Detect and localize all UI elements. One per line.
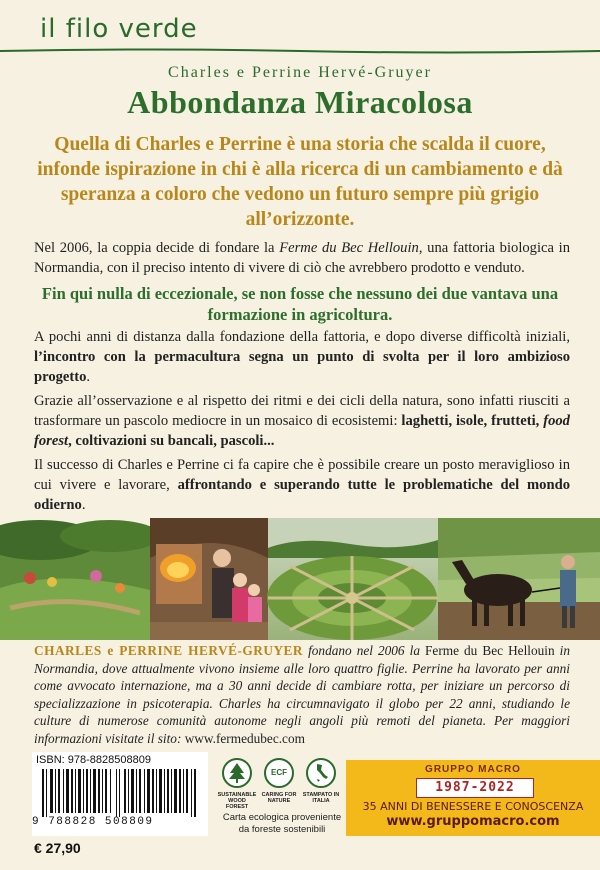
eco-paper-text: Carta ecologica proveniente da foreste sostenibili xyxy=(222,812,342,835)
eco-label-italia: STAMPATO IN ITALIA xyxy=(302,792,340,804)
book-title: Abbondanza Miracolosa xyxy=(127,84,473,120)
barcode-digits: 9 788828 508809 xyxy=(32,816,154,828)
barcode-block xyxy=(32,752,208,836)
paragraph-1-c: , una fattoria biologica in Normandia, con il preciso intento di vivere di ciò che avrebbero prodotto e venduto. xyxy=(34,240,571,276)
bio-farm-name: Ferme du Bec Hellouin xyxy=(425,643,555,658)
paragraph-3 xyxy=(34,391,570,451)
paragraph-2 xyxy=(34,327,570,387)
book-authors: Charles e Perrine Hervé-Gruyer xyxy=(168,64,432,81)
horse-plowing-photo xyxy=(438,518,600,640)
paragraph-4-bold: affrontando e superando tutte le problematiche del mondo odierno xyxy=(34,477,571,513)
series-underline xyxy=(0,48,600,54)
paragraph-4-a: Il successo di Charles e Perrine ci fa capire che è possibile creare un posto meraviglioso in cui vivere e lavorare, xyxy=(34,457,570,493)
bio-website: www.fermedubec.com xyxy=(184,730,305,746)
bio-author-names: CHARLES e PERRINE HERVÉ-GRUYER xyxy=(34,643,304,658)
paragraph-3-italic: food forest xyxy=(34,413,570,449)
paragraph-1-a: Nel 2006, la coppia decide di fondare la xyxy=(34,240,280,256)
paragraph-2-bold: l’incontro con la permacultura segna un punto di svolta per il loro ambizioso progetto xyxy=(34,349,570,385)
garden-photo xyxy=(0,520,160,640)
paragraph-4 xyxy=(34,455,570,515)
isbn-number: ISBN: 978-8828508809 xyxy=(36,754,151,766)
price: € 27,90 xyxy=(34,840,81,856)
bio-text-a: fondano nel 2006 la xyxy=(303,643,426,658)
series-header xyxy=(0,0,600,56)
publisher-website: www.gruppomacro.com xyxy=(386,814,560,829)
ecf-badge-text: ECF xyxy=(271,768,287,777)
paragraph-3-bold-2: , coltivazioni su bancali, pascoli... xyxy=(68,433,275,449)
author-bio xyxy=(34,642,570,747)
series-word-verde: verde xyxy=(118,14,198,44)
publisher-years: 1987-2022 xyxy=(416,778,534,798)
highlight-text: Fin qui nulla di eccezionale, se non fosse che nessuno dei due vantava una formazione in agricoltura. xyxy=(41,284,559,324)
series-word-filo: filo xyxy=(65,14,110,44)
paragraph-2-c: . xyxy=(86,369,91,385)
paragraph-3-bold: laghetti, isole, frutteti, xyxy=(401,413,544,429)
paragraph-3-a: Grazie all’osservazione e al rispetto dei ritmi e dei cicli della natura, sono infatti riusciti a trasformare un pascolo mediocre in un mosaico di ecosistemi: xyxy=(34,393,570,429)
eco-label-wood: SUSTAINABLE WOOD FOREST xyxy=(217,792,257,810)
paragraph-1 xyxy=(34,238,570,278)
barcode xyxy=(32,769,208,817)
mandala-garden-photo xyxy=(267,518,438,640)
series-word-il: il xyxy=(40,14,57,44)
paragraph-2-a: A pochi anni di distanza dalla fondazione della fattoria, e dopo diverse difficoltà iniziali, xyxy=(34,329,570,345)
tree-icon xyxy=(222,758,252,788)
series-title xyxy=(40,14,198,44)
paragraph-1-farm: Ferme du Bec Hellouin xyxy=(279,240,419,256)
publisher-block xyxy=(346,760,600,836)
lead-text: Quella di Charles e Perrine è una storia che scalda il cuore, infonde ispirazione in chi è alla ricerca di un cambiamento e dà speranza a coloro che vedono un futuro sempre più grigio all’orizzonte. xyxy=(37,134,563,230)
eco-label-nature: CARING FOR NATURE xyxy=(261,792,297,804)
publisher-name: GRUPPO MACRO xyxy=(425,764,521,775)
bio-text-c: in Normandia, dove attualmente vivono insieme alle loro quattro figlie. Perrine ha lavorato per anni come avvocato internazione, ma a 30 anni decide di cambiare rotta, per iniziare un percorso di specializzazione in psicoterapia. Charles ha circumnavigato il globo per 22 anni, studiando le culture di numerose comunità autonome negli angoli più remoti del pianeta. Per maggiori informazioni visitate il sito: xyxy=(34,643,571,746)
paragraph-4-c: . xyxy=(81,497,86,513)
photo-collage xyxy=(0,518,600,640)
italy-icon xyxy=(306,758,336,788)
publisher-tagline: 35 ANNI DI BENESSERE E CONOSCENZA xyxy=(362,800,584,813)
family-photo xyxy=(150,518,268,640)
